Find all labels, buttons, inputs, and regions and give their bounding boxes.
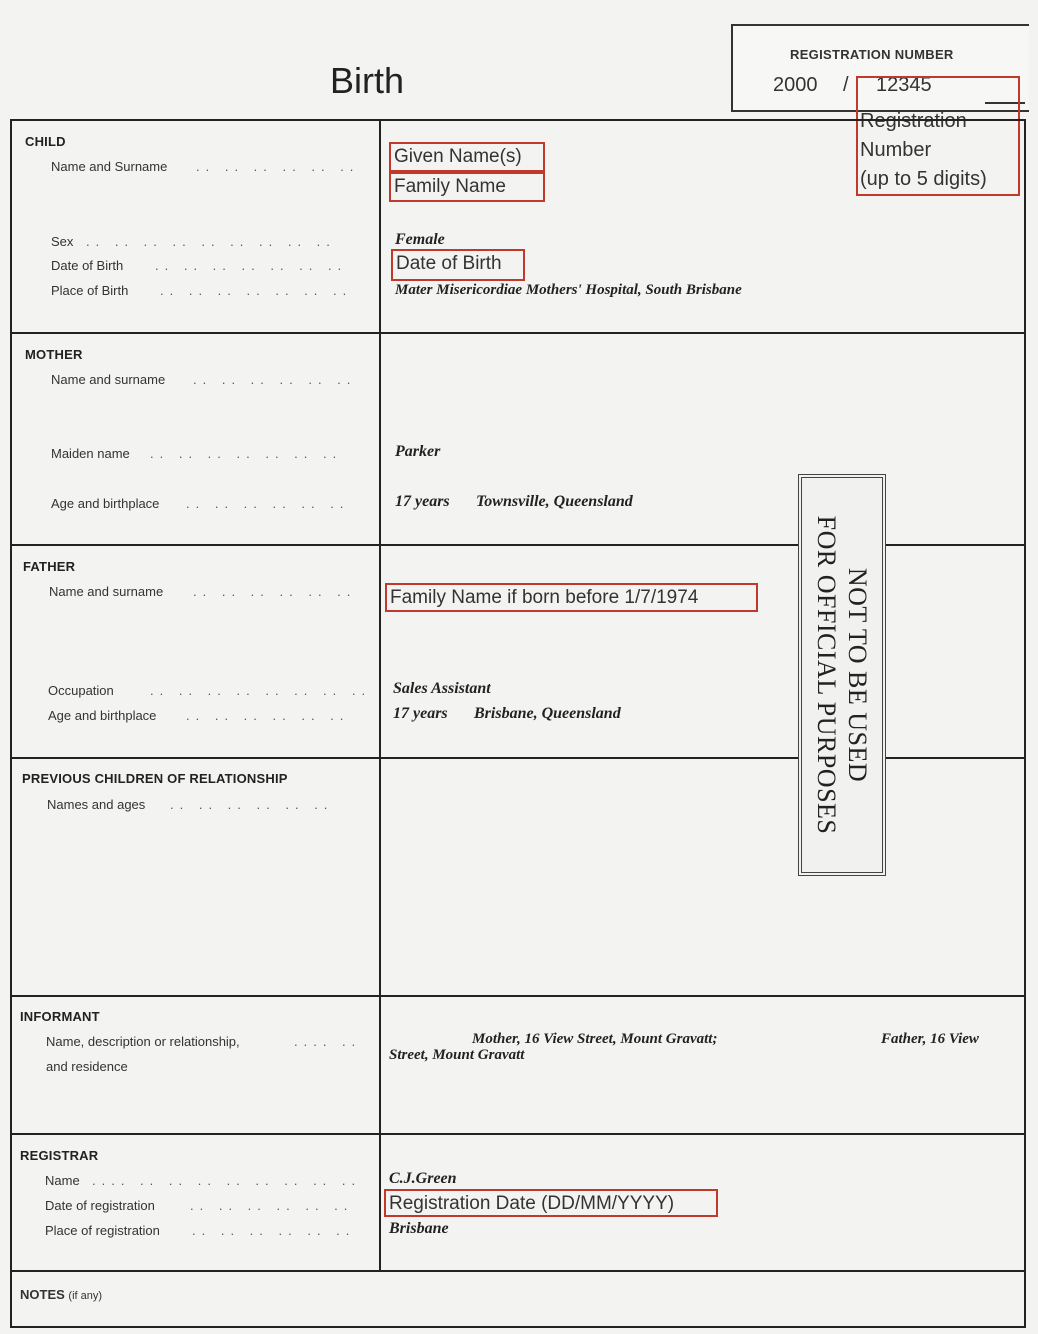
stamp-line2: FOR OFFICIAL PURPOSES (812, 515, 841, 835)
father-heading: FATHER (23, 559, 76, 574)
informant-label-leader: .... .. (294, 1034, 362, 1049)
informant-label-line1: Name, description or relationship, (46, 1034, 240, 1049)
registrar-date-label: Date of registration (45, 1198, 155, 1213)
registration-slash: / (843, 74, 849, 96)
mother-heading: MOTHER (25, 347, 83, 362)
registrar-place-leader: .. .. .. .. .. .. (192, 1223, 356, 1238)
mother-maiden-value: Parker (395, 443, 441, 460)
father-age-value: 17 years (393, 705, 448, 722)
father-occupation-label: Occupation (48, 683, 114, 698)
informant-value-line2: Street, Mount Gravatt (389, 1047, 525, 1063)
child-sex-label: Sex (51, 234, 74, 249)
previous-children-leader: .. .. .. .. .. .. (170, 797, 334, 812)
registrar-place-value: Brisbane (389, 1220, 449, 1237)
father-name-label: Name and surname (49, 584, 164, 599)
mother-maiden-leader: .. .. .. .. .. .. .. (150, 446, 343, 461)
registrar-place-label: Place of registration (45, 1223, 160, 1238)
not-official-stamp (798, 474, 886, 876)
registrar-heading: REGISTRAR (20, 1148, 99, 1163)
stamp-text (811, 490, 873, 860)
father-occupation-leader: .. .. .. .. .. .. .. .. (150, 683, 372, 698)
child-heading: CHILD (25, 134, 66, 149)
child-dob-field: Date of Birth (391, 249, 525, 281)
registrar-name-label: Name (45, 1173, 80, 1188)
child-name-leader: .. .. .. .. .. .. (196, 159, 360, 174)
registration-year: 2000 (773, 74, 818, 96)
child-sex-value: Female (395, 231, 445, 248)
child-sex-leader: .. .. .. .. .. .. .. .. .. (86, 234, 336, 249)
previous-children-heading: PREVIOUS CHILDREN OF RELATIONSHIP (22, 771, 288, 786)
previous-children-label: Names and ages (47, 797, 146, 812)
child-place-leader: .. .. .. .. .. .. .. (160, 283, 353, 298)
father-birthplace-value: Brisbane, Queensland (474, 705, 621, 722)
section-divider-notes (10, 1270, 1026, 1272)
registration-date-field: Registration Date (DD/MM/YYYY) (384, 1189, 718, 1217)
informant-label-line2: and residence (46, 1059, 128, 1074)
informant-value-part2: Father, 16 View (881, 1031, 979, 1047)
registrar-name-leader: .... .. .. .. .. .. .. .. .. (92, 1173, 362, 1188)
child-dob-leader: .. .. .. .. .. .. .. (155, 258, 348, 273)
registration-number-heading: REGISTRATION NUMBER (790, 47, 954, 62)
informant-value-part1: Mother, 16 View Street, Mount Gravatt; (472, 1031, 718, 1047)
father-age-label: Age and birthplace (48, 708, 157, 723)
informant-heading: INFORMANT (20, 1009, 100, 1024)
registration-note-line1: Registration (860, 110, 967, 132)
child-place-label: Place of Birth (51, 283, 129, 298)
document-title: Birth (330, 60, 405, 101)
registration-note-line3: (up to 5 digits) (860, 168, 987, 190)
mother-age-value: 17 years (395, 493, 450, 510)
registrar-date-leader: .. .. .. .. .. .. (190, 1198, 354, 1213)
column-divider (379, 119, 381, 1271)
notes-qualifier: (if any) (68, 1290, 103, 1302)
child-family-name-field: Family Name (389, 172, 545, 202)
section-divider-informant (10, 995, 1026, 997)
child-dob-label: Date of Birth (51, 258, 124, 273)
father-name-field: Family Name if born before 1/7/1974 (385, 583, 758, 612)
registration-note-line2: Number (860, 139, 932, 161)
father-age-leader: .. .. .. .. .. .. (186, 708, 350, 723)
registrar-name-value: C.J.Green (389, 1170, 457, 1187)
notes-label-text: NOTES (20, 1287, 65, 1302)
mother-name-leader: .. .. .. .. .. .. (193, 372, 357, 387)
mother-maiden-label: Maiden name (51, 446, 130, 461)
father-occupation-value: Sales Assistant (393, 680, 491, 697)
child-place-value: Mater Misericordiae Mothers' Hospital, South Brisbane (395, 282, 742, 298)
section-divider-mother (10, 332, 1026, 334)
mother-age-label: Age and birthplace (51, 496, 160, 511)
child-given-name-field: Given Name(s) (389, 142, 545, 172)
child-name-label: Name and Surname (51, 159, 168, 174)
mother-age-leader: .. .. .. .. .. .. (186, 496, 350, 511)
stamp-line1: NOT TO BE USED (843, 567, 872, 783)
section-divider-registrar (10, 1133, 1026, 1135)
notes-label (20, 1287, 102, 1302)
registration-number: 12345 (876, 74, 932, 96)
mother-birthplace-value: Townsville, Queensland (476, 493, 633, 510)
mother-name-label: Name and surname (51, 372, 166, 387)
father-name-leader: .. .. .. .. .. .. (193, 584, 357, 599)
